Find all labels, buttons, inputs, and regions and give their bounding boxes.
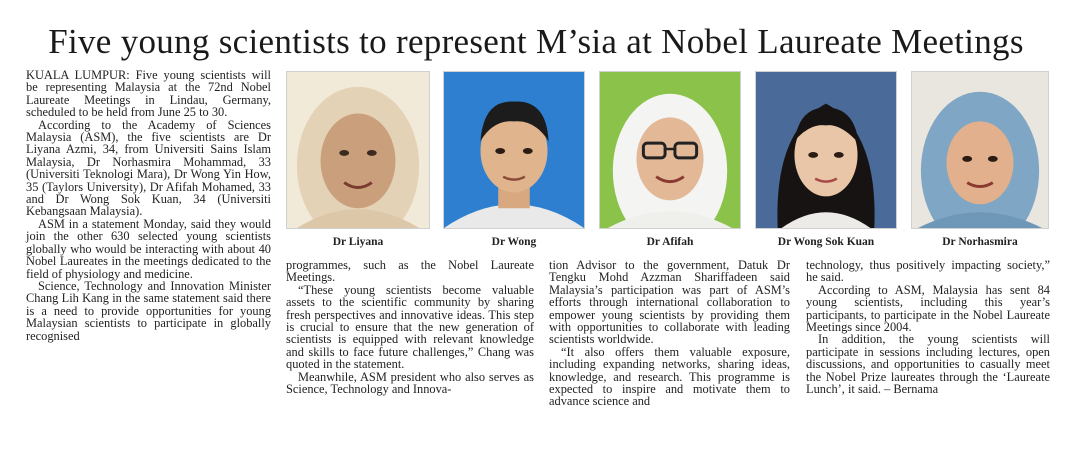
photo-dr-liyana bbox=[286, 71, 430, 229]
article-column-3 bbox=[549, 259, 790, 408]
paragraph: “It also offers them valuable exposure, including expanding networks, sharing ideas, knowledge, and research. This programme is expected to inspire and motivate them to advance science and bbox=[549, 344, 790, 409]
paragraph: “These young scientists become valuable assets to the scientific community by sharing fresh perspectives and innovative ideas. This step is crucial to ensure that the new generation of scientists is equipped with relevant knowledge and skills to face future challenges,” Chang was quoted in the statement. bbox=[286, 282, 534, 372]
portrait-woman-hijab-icon bbox=[287, 72, 429, 228]
paragraph: According to the Academy of Sciences Malaysia (ASM), the five scientists are Dr Liyana Azmi, 34, from Universiti Sains Islam Malaysia, Dr Norhasmira Mohammad, 33 (Universiti Teknologi Mara), Dr Wong Yin How, 35 (Taylors University), Dr Afifah Mohamed, 33 and Dr Wong Sok Kuan, 34 (Universiti Kebangsaan Malaysia). bbox=[26, 117, 271, 219]
paragraph: In addition, the young scientists will participate in sessions including lectures, open discussions, and opportunities to casually meet the Nobel Prize laureates through the ‘Laureate Lunch’, it said. – Bernama bbox=[806, 332, 1050, 397]
photo-dr-norhasmira bbox=[911, 71, 1049, 229]
article-column-2 bbox=[286, 259, 534, 395]
paragraph: tion Advisor to the government, Datuk Dr Tengku Mohd Azzman Shariffadeen said Malaysia’s participation was part of ASM’s efforts through international collaboration to empower young scientists by providing them with opportunities to collaborate with leading scientists worldwide. bbox=[549, 258, 790, 347]
photo-dr-afifah bbox=[599, 71, 741, 229]
article-column-4 bbox=[806, 259, 1050, 395]
paragraph: According to ASM, Malaysia has sent 84 young scientists, including this year’s participants, to participate in the Nobel Laureate Meetings since 2004. bbox=[806, 282, 1050, 335]
portrait-woman-hijab-glasses-icon bbox=[600, 72, 740, 228]
article-column-1 bbox=[26, 69, 271, 342]
paragraph: ASM in a statement Monday, said they would join the other 630 selected young scientists globally who would be interacting with about 40 Nobel Laureates in the meetings dedicated to the field of physiology and medicine. bbox=[26, 216, 271, 281]
paragraph: Science, Technology and Innovation Minister Chang Lih Kang in the same statement said there is a need to provide opportunities for young Malaysian scientists to participate in globally recognised bbox=[26, 278, 271, 343]
paragraph: Meanwhile, ASM president who also serves as Science, Technology and Innova- bbox=[286, 369, 534, 397]
paragraph: technology, thus positively impacting society,” he said. bbox=[806, 258, 1050, 285]
photo-dr-wong bbox=[443, 71, 585, 229]
photo-dr-wong-sok-kuan bbox=[755, 71, 897, 229]
portrait-man-icon bbox=[444, 72, 584, 228]
caption-dr-norhasmira: Dr Norhasmira bbox=[942, 236, 1018, 248]
caption-dr-liyana: Dr Liyana bbox=[332, 236, 384, 248]
paragraph: programmes, such as the Nobel Laureate Meetings. bbox=[286, 258, 534, 285]
headline: Five young scientists to represent M’sia at Nobel Laureate Meetings bbox=[48, 22, 1024, 61]
portrait-woman-icon bbox=[756, 72, 896, 228]
caption-dr-wong: Dr Wong bbox=[491, 236, 537, 248]
caption-dr-afifah: Dr Afifah bbox=[646, 236, 694, 248]
paragraph: KUALA LUMPUR: Five young scientists will be representing Malaysia at the 72nd Nobel Laureate Meetings in Lindau, Germany, scheduled to be held from June 25 to 30. bbox=[26, 68, 271, 120]
caption-dr-wong-sok-kuan: Dr Wong Sok Kuan bbox=[777, 236, 875, 248]
portrait-woman-hijab-icon bbox=[912, 72, 1048, 228]
